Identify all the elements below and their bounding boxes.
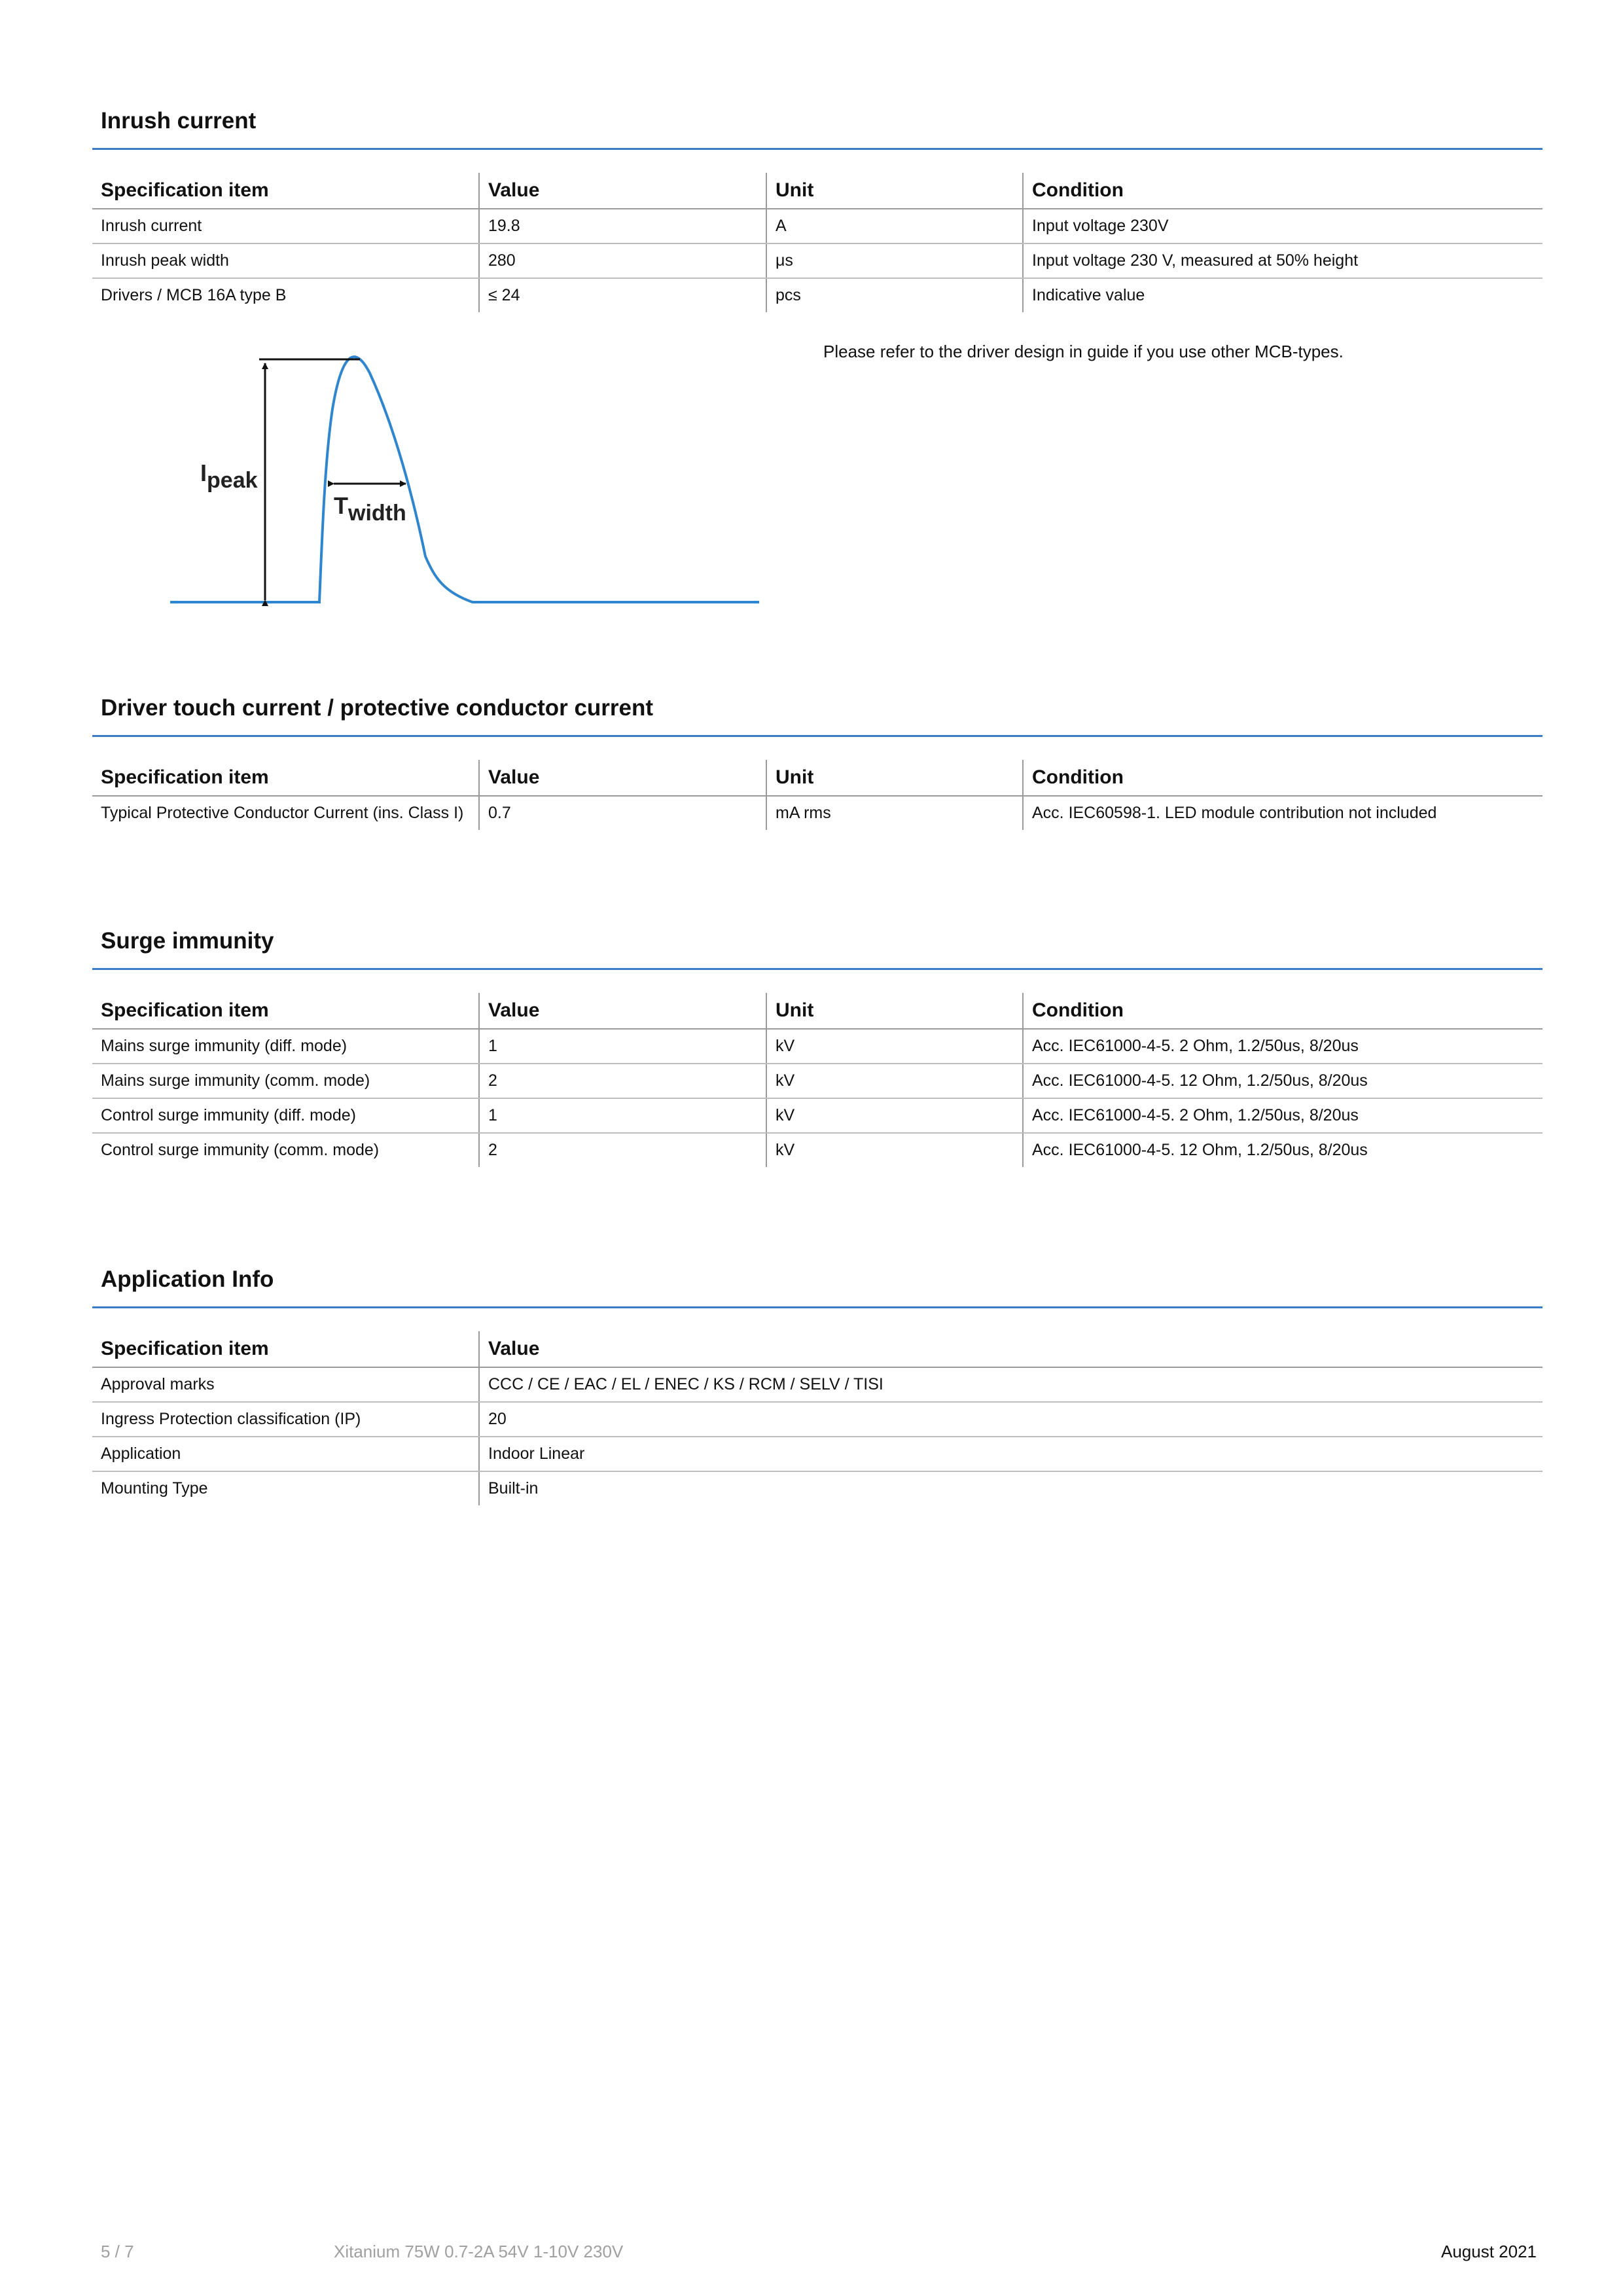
table-cell: CCC / CE / EAC / EL / ENEC / KS / RCM / SELV / TISI bbox=[479, 1367, 1543, 1402]
column-header: Value bbox=[479, 993, 766, 1029]
table-cell: Acc. IEC61000-4-5. 12 Ohm, 1.2/50us, 8/20us bbox=[1023, 1064, 1543, 1098]
table-row bbox=[92, 796, 1543, 830]
table-cell: Ingress Protection classification (IP) bbox=[92, 1402, 479, 1437]
table-row bbox=[92, 278, 1543, 312]
table-header-row bbox=[92, 1331, 1543, 1367]
table-row bbox=[92, 1029, 1543, 1064]
table-row bbox=[92, 1098, 1543, 1133]
table-cell: Built-in bbox=[479, 1471, 1543, 1505]
pulse-curve bbox=[170, 357, 759, 602]
table-cell: Control surge immunity (comm. mode) bbox=[101, 1141, 380, 1159]
table-cell: Application bbox=[92, 1437, 479, 1471]
table-cell: Indoor Linear bbox=[479, 1437, 1543, 1471]
table-row bbox=[92, 1471, 1543, 1505]
width-label: Twidth bbox=[334, 492, 406, 526]
table-cell: Acc. IEC60598-1. LED module contribution not included bbox=[1023, 796, 1543, 830]
section-divider bbox=[92, 148, 1543, 150]
section-divider bbox=[92, 968, 1543, 970]
table-cell: Typical Protective Conductor Current (ins. Class I) bbox=[101, 804, 464, 822]
column-header: Specification item bbox=[92, 760, 479, 796]
table-cell: μs bbox=[766, 243, 1023, 278]
mcb-note: Please refer to the driver design in guide if you use other MCB-types. bbox=[823, 342, 1344, 361]
section-title: Application Info bbox=[101, 1266, 274, 1292]
section-title: Driver touch current / protective conductor current bbox=[101, 695, 654, 721]
table-cell: Mains surge immunity (diff. mode) bbox=[92, 1029, 479, 1064]
section-divider bbox=[92, 1306, 1543, 1308]
table-cell: mA rms bbox=[766, 796, 1023, 830]
table-row bbox=[92, 209, 1543, 243]
table-cell: Acc. IEC61000-4-5. 2 Ohm, 1.2/50us, 8/20us bbox=[1023, 1029, 1543, 1064]
table-cell: A bbox=[766, 209, 1023, 243]
table-cell: 19.8 bbox=[479, 209, 766, 243]
column-header: Condition bbox=[1023, 173, 1543, 209]
application-info-table bbox=[92, 1331, 1543, 1505]
table-cell: 2 bbox=[479, 1064, 766, 1098]
table-cell: Drivers / MCB 16A type B bbox=[101, 286, 287, 304]
table-cell: 20 bbox=[479, 1402, 1543, 1437]
surge-immunity-table bbox=[92, 993, 1543, 1167]
table-header-row bbox=[92, 173, 1543, 209]
inrush-pulse-diagram bbox=[164, 344, 766, 619]
table-cell: 280 bbox=[479, 243, 766, 278]
table-cell: kV bbox=[766, 1133, 1023, 1167]
table-cell: 1 bbox=[479, 1098, 766, 1133]
table-cell: Control surge immunity (diff. mode) bbox=[92, 1098, 479, 1133]
column-header: Condition bbox=[1023, 993, 1543, 1029]
table-cell: Acc. IEC61000-4-5. 12 Ohm, 1.2/50us, 8/20us bbox=[1023, 1133, 1543, 1167]
column-header: Unit bbox=[766, 173, 1023, 209]
inrush-current-table bbox=[92, 173, 1543, 312]
table-row bbox=[92, 1133, 1543, 1167]
table-cell: pcs bbox=[766, 278, 1023, 312]
column-header: Condition bbox=[1023, 760, 1543, 796]
peak-label: Ipeak bbox=[200, 459, 258, 493]
footer-product-name: Xitanium 75W 0.7-2A 54V 1-10V 230V bbox=[334, 2242, 624, 2261]
table-cell: 1 bbox=[479, 1029, 766, 1064]
table-row bbox=[92, 1402, 1543, 1437]
table-header-row bbox=[92, 760, 1543, 796]
table-row bbox=[92, 1064, 1543, 1098]
table-row bbox=[92, 1437, 1543, 1471]
table-header-row bbox=[92, 993, 1543, 1029]
column-header: Value bbox=[479, 173, 766, 209]
table-row bbox=[92, 243, 1543, 278]
column-header: Unit bbox=[766, 993, 1023, 1029]
column-header: Specification item bbox=[92, 1331, 479, 1367]
table-cell: Inrush peak width bbox=[92, 243, 479, 278]
column-header: Specification item bbox=[92, 993, 479, 1029]
table-cell: Input voltage 230 V, measured at 50% height bbox=[1023, 243, 1543, 278]
section-divider bbox=[92, 735, 1543, 737]
section-title: Inrush current bbox=[101, 108, 257, 134]
table-cell: 0.7 bbox=[479, 796, 766, 830]
column-header: Specification item bbox=[92, 173, 479, 209]
table-row bbox=[92, 1367, 1543, 1402]
table-cell: Input voltage 230V bbox=[1023, 209, 1543, 243]
table-cell: kV bbox=[766, 1029, 1023, 1064]
section-title: Surge immunity bbox=[101, 928, 274, 954]
table-cell: kV bbox=[766, 1098, 1023, 1133]
column-header: Unit bbox=[766, 760, 1023, 796]
table-cell: kV bbox=[766, 1064, 1023, 1098]
column-header: Value bbox=[479, 1331, 1543, 1367]
table-cell: Inrush current bbox=[92, 209, 479, 243]
touch-current-table bbox=[92, 760, 1543, 830]
table-cell: Mains surge immunity (comm. mode) bbox=[92, 1064, 479, 1098]
table-cell: 2 bbox=[479, 1133, 766, 1167]
footer-page-number: 5 / 7 bbox=[101, 2242, 134, 2261]
table-cell: Approval marks bbox=[92, 1367, 479, 1402]
column-header: Value bbox=[479, 760, 766, 796]
table-cell: ≤ 24 bbox=[479, 278, 766, 312]
footer-date: August 2021 bbox=[1440, 2242, 1537, 2261]
table-cell: Mounting Type bbox=[101, 1479, 208, 1498]
table-cell: Acc. IEC61000-4-5. 2 Ohm, 1.2/50us, 8/20us bbox=[1023, 1098, 1543, 1133]
table-cell: Indicative value bbox=[1023, 278, 1543, 312]
